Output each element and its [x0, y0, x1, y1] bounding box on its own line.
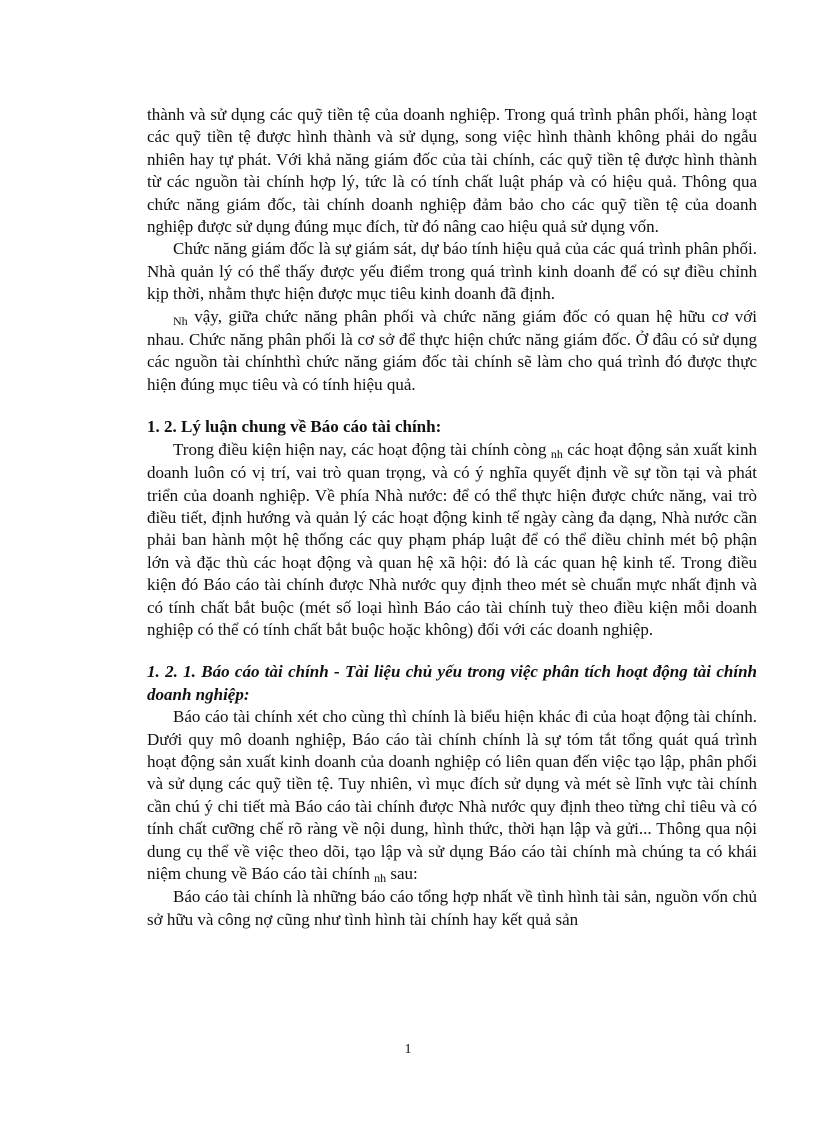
paragraph-text: Báo cáo tài chính xét cho cùng thì chính là biểu hiện khác đi của hoạt động tài chính. Dưới quy mô doanh nghiệp, Báo cáo tài chính chính là sự tóm tắt tổng quát quá trình hoạt động sản xuất kinh doanh của doanh nghiệp có liên quan đến việc tạo lập, phân phối và sử dụng các quỹ tiền tệ. Tuy nhiên, vì mục đích sử dụng và mét sè lĩnh vực tài chính cần chú ý chi tiết mà Báo cáo tài chính được Nhà nước quy định theo từng chỉ tiêu và có tính chất cưỡng chế rõ ràng về nội dung, hình thức, thời hạn lập và gửi... Thông qua nội dung cụ thể về việc theo dõi, tạo lập và sử dụng Báo cáo tài chính mà chúng ta có khái niệm chung về Báo cáo tài chính [147, 707, 757, 883]
paragraph-report-summary: Báo cáo tài chính là những báo cáo tổng hợp nhất về tình hình tài sản, nguồn vốn chủ sở hữu và công nợ cũng như tình hình tài chính hay kết quả sản [147, 887, 757, 929]
page-number: 1 [404, 1042, 412, 1057]
paragraph-text: sau: [386, 864, 418, 883]
paragraph-text: vậy, giữa chức năng phân phối và chức năng giám đốc có quan hệ hữu cơ với nhau. Chức năng phân phối là cơ sở để thực hiện chức năng giám đốc. Ở đâu có sử dụng các nguồn tài chínhthì chức năng giám đốc tài chính sẽ làm cho quá trình đó được thực hiện đúng mục tiêu và có tính hiệu quả. [147, 306, 757, 394]
paragraph-text: Trong điều kiện hiện nay, các hoạt động tài chính còng [173, 439, 551, 459]
paragraph-funds-distribution: thành và sử dụng các quỹ tiền tệ của doanh nghiệp. Trong quá trình phân phối, hàng loạt các quỹ tiền tệ được hình thành và sử dụng, song việc hình thành không phải do ngẫu nhiên hay tự phát. Với khả năng giám đốc của tài chính, các quỹ tiền tệ được hình thành từ các nguồn tài chính hợp lý, tức là có tính chất luật pháp và có hiệu quả. Thông qua chức năng giám đốc, tài chính doanh nghiệp đảm bảo cho các quỹ tiền tệ của doanh nghiệp được sử dụng đúng mục đích, từ đó nâng cao hiệu quả sử dụng vốn. [147, 105, 757, 237]
section-heading-1-2: 1. 2. Lý luận chung về Báo cáo tài chính: [147, 417, 442, 437]
paragraph-financial-report-definition [147, 706, 757, 886]
document-page [147, 104, 757, 931]
small-text-fragment: Nh [173, 313, 188, 328]
small-text-fragment: nh [374, 871, 387, 885]
small-text-fragment: nh [550, 446, 563, 461]
section-heading-1-2-1: 1. 2. 1. Báo cáo tài chính - Tài liệu chủ yếu trong việc phân tích hoạt động tài chính doanh nghiệp: [147, 662, 757, 704]
paragraph-supervision-function: Chức năng giám đốc là sự giám sát, dự báo tính hiệu quả của các quá trình phân phối. Nhà quản lý có thể thấy được yếu điểm trong quá trình kinh doanh để có sự điều chỉnh kịp thời, nhằm thực hiện được mục tiêu kinh doanh đã định. [147, 239, 757, 304]
paragraph-function-relationship [147, 306, 757, 397]
paragraph-text: các hoạt động sản xuất kinh doanh luôn có vị trí, vai trò quan trọng, và có ý nghĩa quyết định về sự tồn tại và phát triển của doanh nghiệp. Về phía Nhà nước: để có thể thực hiện được chức năng, vai trò điều tiết, định hướng và quản lý các hoạt động kinh tế ngày càng đa dạng, Nhà nước cần phải ban hành một hệ thống các quy phạm pháp luật để có thể điều chỉnh mét bộ phận lớn và đặc thù các hoạt động và quan hệ xã hội: đó là các quan hệ kinh tế. Trong điều kiện đó Báo cáo tài chính được Nhà nước quy định theo mét sè chuẩn mực nhất định và có tính chất bắt buộc (mét số loại hình Báo cáo tài chính tuỳ theo điều kiện mỗi doanh nghiệp có thể có tính chất bắt buộc hoặc không) đối với các doanh nghiệp. [147, 439, 758, 639]
paragraph-financial-report-context [147, 439, 757, 642]
